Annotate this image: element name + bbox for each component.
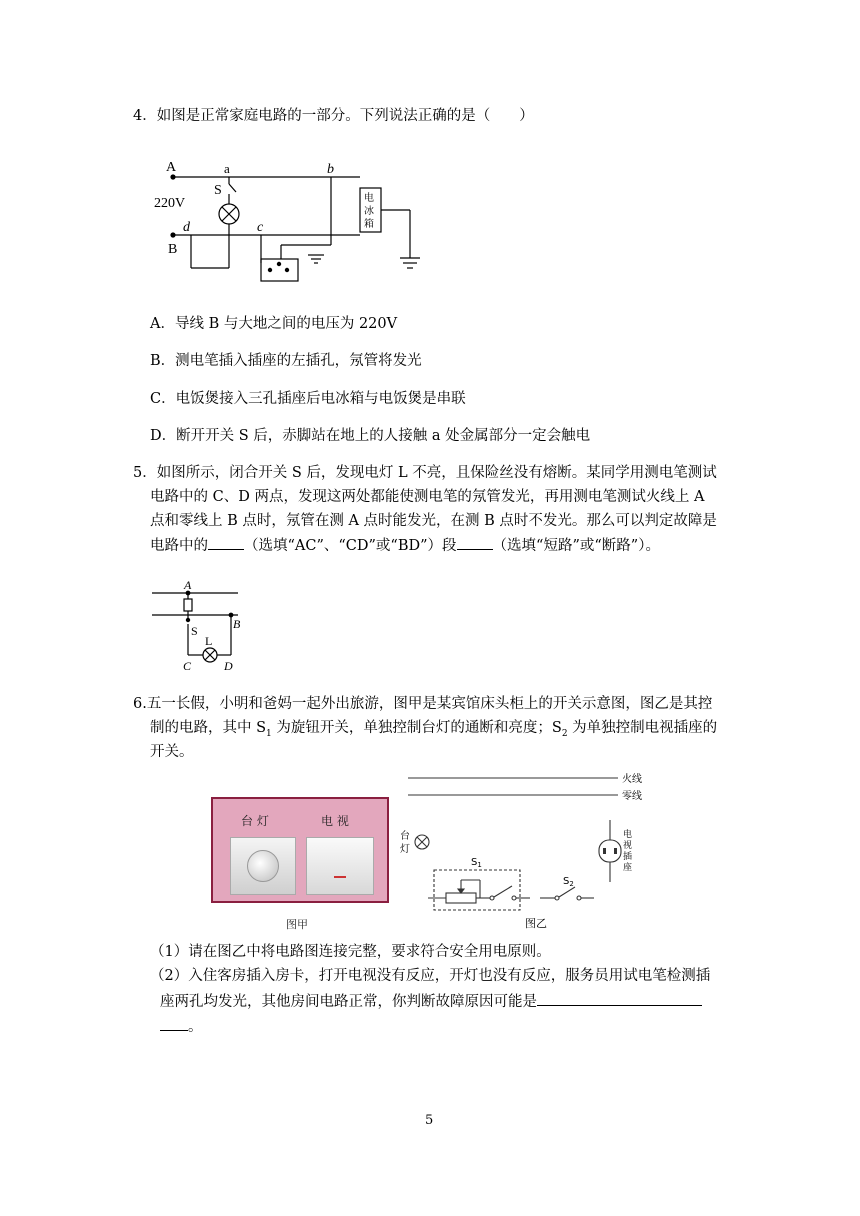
q6-line-1: 6.五一长假，小明和爸妈一起外出旅游，图甲是某宾馆床头柜上的开关示意图，图乙是其控 xyxy=(133,696,713,712)
q6-line-2-sub-1: 1 xyxy=(266,728,272,739)
q5-label-D: D xyxy=(224,659,233,673)
q6-label-lamp-1: 台 xyxy=(400,831,410,842)
q6-line-2-part-2: 为旋钮开关，单独控制台灯的通断和亮度；S xyxy=(271,720,562,736)
q6-label-neutral-wire: 零线 xyxy=(622,791,642,802)
q6-label-lamp-2: 灯 xyxy=(400,844,410,855)
q6-sub-question-2-text: 座两孔均发光，其他房间电路正常，你判断故障原因可能是 xyxy=(160,994,537,1010)
q6-line-2-part-3: 为单独控制电视插座的 xyxy=(567,720,718,736)
q6-tv-label: 电 视 xyxy=(321,814,349,828)
q5-label-L: L xyxy=(205,634,213,648)
q6-line-2-part-1: 制的电路，其中 S xyxy=(150,720,267,736)
q4-fridge-char-2: 冰 xyxy=(364,206,374,217)
q4-label-a: a xyxy=(224,161,230,176)
q4-label-S: S xyxy=(214,183,222,198)
q6-fig-jia-caption: 图甲 xyxy=(286,918,308,931)
page-number: 5 xyxy=(425,1113,434,1128)
q4-label-voltage: 220V xyxy=(154,196,186,211)
q4-option-a: A．导线 B 与大地之间的电压为 220V xyxy=(150,316,398,332)
q5-label-S: S xyxy=(191,624,198,638)
q6-sub-question-2-line-3 xyxy=(160,1016,203,1037)
q5-label-B: B xyxy=(233,617,241,631)
q6-label-socket-3: 插 xyxy=(623,852,633,862)
q5-label-A: A xyxy=(184,578,192,592)
q5-line-4-part-3: （选填“短路”或“断路”）。 xyxy=(492,538,660,554)
q6-sub-question-2-line-2 xyxy=(160,991,702,1012)
q4-label-B: B xyxy=(168,242,178,257)
q6-fig-yi-caption: 图乙 xyxy=(525,917,547,930)
q4-stem: 4．如图是正常家庭电路的一部分。下列说法正确的是（ ） xyxy=(133,108,534,124)
q4-label-b: b xyxy=(327,162,334,177)
q4-fridge-char-1: 电 xyxy=(364,193,374,204)
q5-line-2: 电路中的 C、D 两点，发现这两处都能使测电笔的氖管发光，再用测电笔测试火线上 A xyxy=(150,489,705,505)
q4-label-c: c xyxy=(257,220,264,235)
q4-option-d: D．断开开关 S 后，赤脚站在地上的人接触 a 处金属部分一定会触电 xyxy=(150,428,591,444)
q5-label-C: C xyxy=(183,659,192,673)
q6-label-socket-1: 电 xyxy=(623,830,633,840)
q6-line-3: 开关。 xyxy=(150,744,194,760)
q5-line-4-part-2: （选填“AC”、“CD”或“BD”）段 xyxy=(244,538,457,554)
q6-sub-question-2-end: 。 xyxy=(188,1019,203,1035)
q5-line-1: 5．如图所示，闭合开关 S 后，发现电灯 L 不亮，且保险丝没有熔断。某同学用测电笔测试 xyxy=(133,465,717,481)
q6-label-s2: $S_2$ xyxy=(563,876,574,888)
q4-fridge-char-3: 箱 xyxy=(364,219,374,230)
q4-option-c: C．电饭煲接入三孔插座后电冰箱与电饭煲是串联 xyxy=(150,391,466,407)
q6-sub-question-2-line-1: （2）入住客房插入房卡，打开电视没有反应，开灯也没有反应，服务员用试电笔检测插 xyxy=(150,968,711,984)
q6-label-socket-4: 座 xyxy=(623,863,633,873)
q6-answer-blank[interactable] xyxy=(537,991,702,1006)
q6-label-s1: $S_1$ xyxy=(471,857,482,869)
q5-line-3: 点和零线上 B 点时，氖管在测 A 点时能发光，在测 B 点时不发光。那么可以判定故障是 xyxy=(150,513,717,529)
q4-label-d: d xyxy=(183,220,190,235)
q4-option-b: B．测电笔插入插座的左插孔，氖管将发光 xyxy=(150,353,422,369)
q6-line-2-sub-2: 2 xyxy=(561,728,568,739)
q6-lamp-label: 台 灯 xyxy=(241,814,269,828)
q6-sub-question-1: （1）请在图乙中将电路图连接完整，要求符合安全用电原则。 xyxy=(150,944,551,960)
q4-label-A: A xyxy=(166,160,177,175)
q6-label-socket-2: 视 xyxy=(623,841,633,851)
q6-label-live-wire: 火线 xyxy=(622,774,642,785)
q5-line-4-part-1: 电路中的 xyxy=(150,538,208,554)
q6-answer-blank-continued[interactable] xyxy=(160,1016,188,1031)
